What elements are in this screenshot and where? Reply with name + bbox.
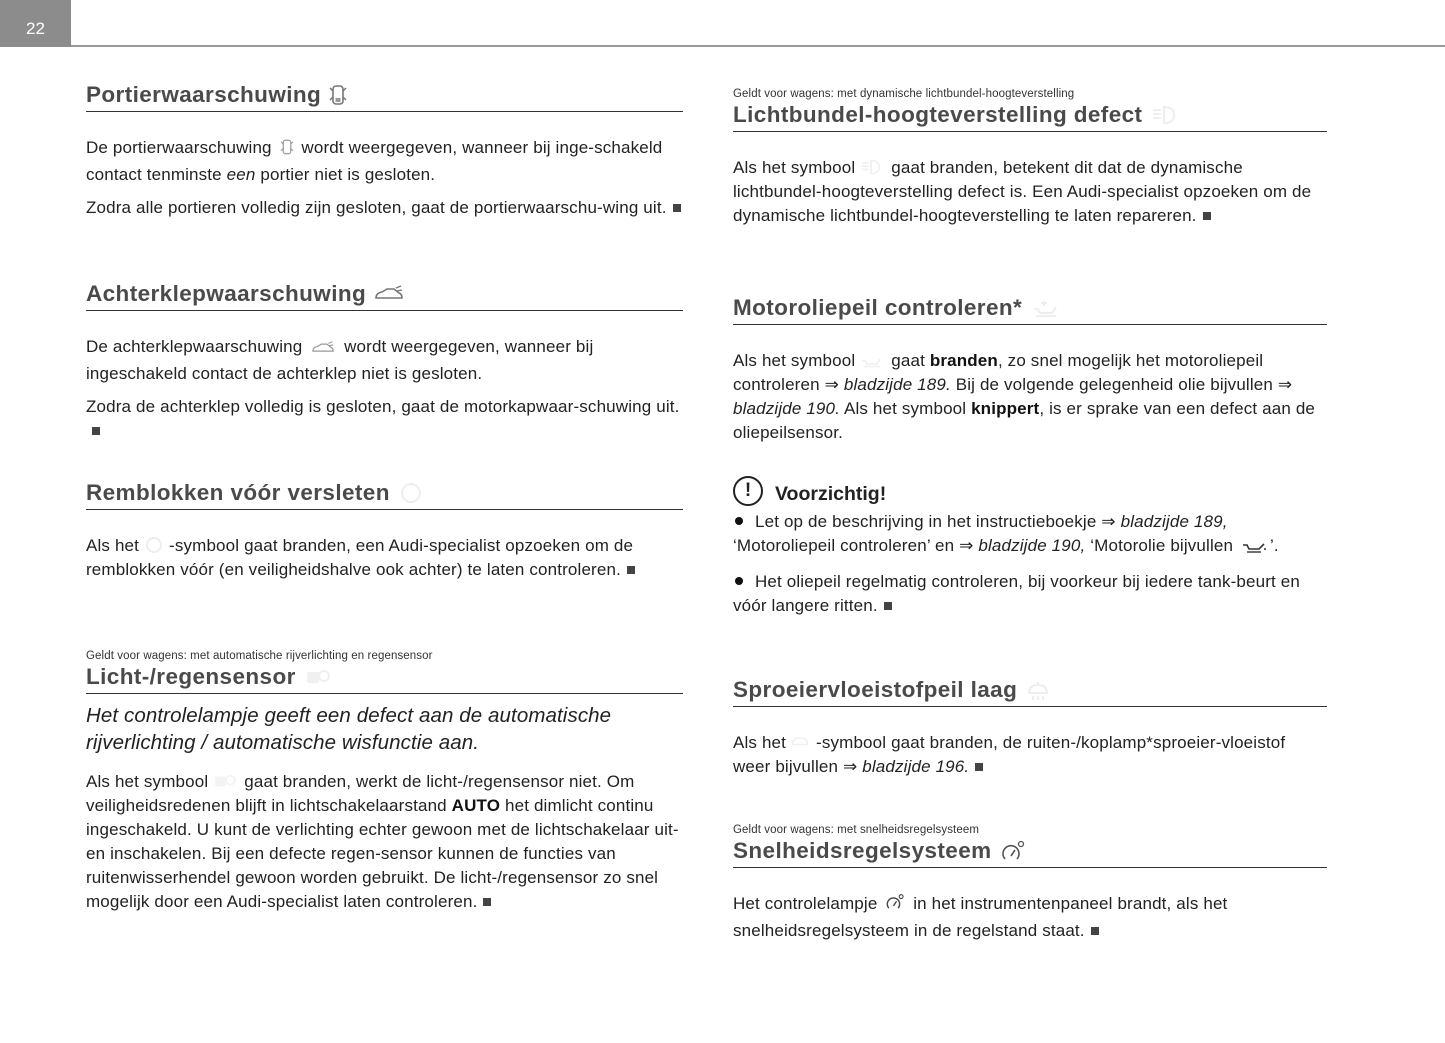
header-rule [71, 45, 1445, 47]
text: Als het symbool [733, 351, 856, 370]
section-heading [86, 281, 683, 311]
end-of-section-mark [1203, 212, 1211, 220]
text: wordt weergegeven, wanneer bij inge-schakeld contact tenminste [86, 138, 663, 184]
text: Let op de beschrijving in het instructieboekje ⇒ [755, 512, 1116, 531]
paragraph [733, 349, 1327, 445]
text: ‘Motorolie bijvullen [1090, 536, 1234, 555]
section-heading [733, 838, 1327, 868]
tailgate-open-icon [310, 338, 336, 362]
section-heading [86, 480, 683, 510]
text: gaat branden, werkt de licht-/regensensor niet. Om veiligheidsredenen blijft in lichtschakelaarstand [86, 772, 635, 815]
bold-text: branden [929, 351, 998, 370]
end-of-section-mark [92, 427, 100, 435]
section-lichtbundel [733, 88, 1327, 228]
exclamation-circle-icon: ! [733, 476, 763, 506]
text: Het controlelampje [733, 894, 878, 913]
end-of-section-mark [627, 566, 635, 574]
end-of-section-mark [975, 763, 983, 771]
text: Bij de volgende gelegenheid olie bijvullen ⇒ [955, 375, 1293, 394]
headlight-range-icon [858, 158, 888, 176]
paragraph [86, 196, 683, 220]
text: ’. [1269, 536, 1279, 555]
paragraph [86, 136, 683, 187]
end-of-section-mark [673, 204, 681, 212]
oil-level-icon [858, 351, 888, 369]
page-number [0, 0, 71, 47]
section-heading [733, 102, 1327, 132]
section-heading [733, 295, 1327, 325]
text: Zodra de achterklep volledig is gesloten, gaat de motorkapwaar-schuwing uit. [86, 397, 680, 416]
page-reference-link[interactable]: bladzijde 190, [978, 536, 1086, 555]
section-snelheidsregelsysteem [733, 824, 1327, 943]
lead-text: Het controlelampje geeft een defect aan de automatische rijverlichting / automatische wisfunctie aan. [86, 704, 612, 754]
applies-to-note: Geldt voor wagens: met snelheidsregelsysteem [733, 824, 980, 836]
text: Als het symbool [843, 399, 967, 418]
caution-heading [733, 475, 1327, 506]
text: portier niet is gesloten. [260, 165, 436, 184]
paragraph [86, 335, 683, 386]
heading-text: Lichtbundel-hoogteverstelling defect [733, 102, 1143, 127]
end-of-section-mark [1091, 927, 1099, 935]
oil-level-icon [1030, 297, 1060, 319]
heading-text: Portierwaarschuwing [86, 82, 322, 107]
page-reference-link[interactable]: bladzijde 196. [862, 757, 970, 776]
page-number-label: 22 [26, 19, 45, 38]
section-remblokken [86, 480, 683, 582]
text: gaat [891, 351, 925, 370]
text: -symbool gaat branden, de ruiten-/koplamp*sproeier-vloeistof weer bijvullen ⇒ [733, 733, 1286, 776]
page-reference-link[interactable]: bladzijde 189, [1120, 512, 1228, 531]
section-sproeiervloeistof [733, 677, 1327, 779]
washer-fluid-icon [789, 733, 813, 751]
bullet-icon [735, 517, 743, 525]
bold-text: AUTO [451, 796, 501, 815]
paragraph [86, 395, 683, 443]
brake-pad-icon [398, 481, 424, 505]
text: Zodra alle portieren volledig zijn gesloten, gaat de portierwaarschu-wing uit. [86, 198, 667, 217]
text: wordt weergegeven, wanneer bij ingeschakeld contact de achterklep niet is gesloten. [86, 337, 594, 383]
paragraph [733, 892, 1327, 943]
text: De portierwaarschuwing [86, 138, 272, 157]
door-open-icon [280, 138, 294, 163]
heading-text: Remblokken vóór versleten [86, 480, 390, 505]
page-reference-link[interactable]: bladzijde 190. [733, 399, 841, 418]
text: Als het symbool [86, 772, 209, 791]
section-heading [86, 664, 683, 694]
text: , zo snel mogelijk het motoroliepeil controleren ⇒ [733, 351, 1264, 394]
section-portierwaarschuwing [86, 82, 683, 220]
heading-text: Motoroliepeil controleren* [733, 295, 1023, 320]
paragraph [733, 156, 1327, 228]
caution-title: Voorzichtig! [775, 483, 887, 505]
caution-bullet [733, 570, 1327, 618]
tailgate-open-icon [374, 285, 404, 303]
end-of-section-mark [884, 602, 892, 610]
applies-to-note: Geldt voor wagens: met automatische rijverlichting en regensensor [86, 650, 433, 662]
door-open-icon [329, 83, 347, 107]
paragraph [86, 770, 683, 914]
page-reference-link[interactable]: bladzijde 189. [843, 375, 951, 394]
washer-fluid-icon [1025, 679, 1051, 701]
text: , is er sprake van een defect aan de oliepeilsensor. [733, 399, 1316, 442]
brake-pad-icon [142, 536, 166, 554]
text: het dimlicht continu ingeschakeld. U kunt de verlichting echter gewoon met de lichtschakelaar uit- en inschakelen. Bij een defecte regen-sensor kunnen de functies van ruitenwisserhendel gewoon worden gebruikt. De licht-/regensensor zo snel mogelijk door een Audi-specialist laten controleren. [86, 796, 679, 911]
cruise-control-icon [1000, 839, 1026, 863]
emphasis-text: een [226, 165, 256, 184]
section-motoroliepeil [733, 295, 1327, 445]
heading-text: Achterklepwaarschuwing [86, 281, 367, 306]
heading-text: Sproeiervloeistofpeil laag [733, 677, 1018, 702]
caution-bullet [733, 510, 1327, 561]
text: Als het [86, 536, 140, 555]
end-of-section-mark [483, 898, 491, 906]
text: Als het symbool [733, 158, 856, 177]
text: -symbool gaat branden, een Audi-specialist opzoeken om de remblokken vóór (en veiligheidshalve ook achter) te laten controleren. [86, 536, 634, 579]
section-heading [86, 82, 683, 112]
light-rain-sensor-icon [304, 667, 332, 687]
paragraph [86, 534, 683, 582]
oil-can-icon [1241, 537, 1267, 561]
text: gaat branden, betekent dit dat de dynamische lichtbundel-hoogteverstelling defect is. Een Audi-specialist opzoeken om de dynamische lichtbundel-hoogteverstelling te laten repareren. [733, 158, 1312, 225]
headlight-range-icon [1150, 104, 1178, 126]
heading-text: Licht-/regensensor [86, 664, 296, 689]
text: De achterklepwaarschuwing [86, 337, 303, 356]
paragraph [733, 731, 1327, 779]
text: Als het [733, 733, 787, 752]
section-licht-regensensor [86, 650, 683, 914]
cruise-control-icon [885, 892, 905, 919]
text: ‘Motoroliepeil controleren’ en ⇒ [733, 536, 974, 555]
section-achterklepwaarschuwing [86, 281, 683, 443]
applies-to-note: Geldt voor wagens: met dynamische lichtbundel-hoogteverstelling [733, 88, 1075, 100]
caution-box [733, 475, 1327, 618]
light-rain-sensor-icon [211, 772, 241, 790]
bullet-icon [735, 577, 743, 585]
bold-text: knippert [971, 399, 1040, 418]
section-heading [733, 677, 1327, 707]
text: in het instrumentenpaneel brandt, als het snelheidsregelsysteem in de regelstand staat. [733, 894, 1228, 940]
text: Het oliepeil regelmatig controleren, bij voorkeur bij iedere tank-beurt en vóór langere ritten. [733, 572, 1300, 615]
heading-text: Snelheidsregelsysteem [733, 838, 992, 863]
